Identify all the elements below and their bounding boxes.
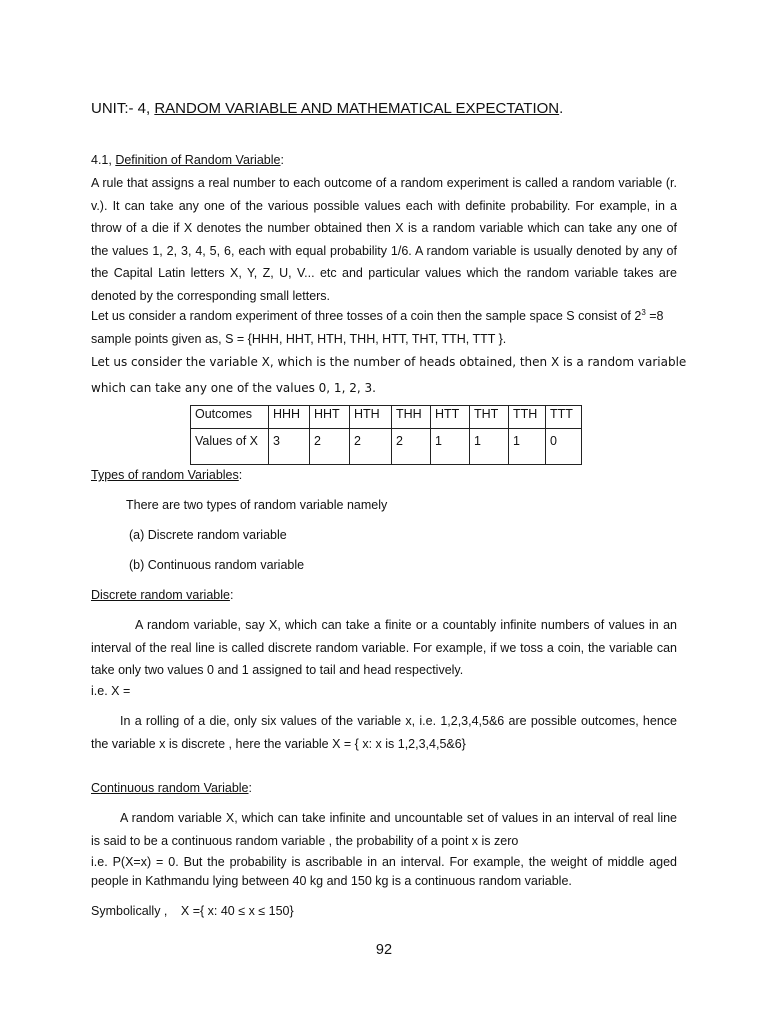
table-cell: HHT	[310, 406, 350, 429]
symbolic-expression: X ={ x: 40 ≤ x ≤ 150}	[180, 904, 294, 918]
definition-paragraph: A rule that assigns a real number to each outcome of a random experiment is called a random variable (r. v.). It can take any one of the various possible values each with definite probability. For example, in a throw of a die if X denotes the number obtained then X is a random variable which can take any one of the values 1, 2, 3, 4, 5, 6, each with equal probability 1/6. A random variable is usually denoted by any of the Capital Latin letters X, Y, Z, U, V... etc and particular values which the random variable takes are denoted by the corresponding small letters.	[91, 176, 677, 303]
table-cell: HHH	[269, 406, 310, 429]
table-cell: 2	[350, 429, 392, 465]
section-title: Definition of Random Variable	[115, 153, 281, 167]
table-cell: 2	[310, 429, 350, 465]
table-cell: HTT	[431, 406, 470, 429]
table-cell: 1	[470, 429, 509, 465]
types-heading	[91, 466, 677, 484]
types-intro: There are two types of random variable namely	[126, 498, 388, 512]
coin-line-text: Let us consider a random experiment of three tosses of a coin then the sample space S consist of 2	[91, 309, 642, 323]
table-cell: 0	[546, 429, 582, 465]
title-suffix: .	[559, 100, 564, 117]
table-cell: HTH	[350, 406, 392, 429]
outcomes-table	[190, 405, 582, 465]
continuous-paragraph: A random variable X, which can take infinite and uncountable set of values in an interval of real line is said to be a continuous random variable , the probability of a point x is zero	[91, 811, 677, 848]
title-prefix: UNIT:- 4,	[91, 100, 155, 117]
table-cell: THH	[392, 406, 431, 429]
coin-line-end: =8	[645, 309, 664, 323]
table-cell: TTH	[509, 406, 546, 429]
page-number: 92	[375, 942, 393, 958]
coin-exponent: 3	[641, 308, 646, 317]
type-item-b: (b) Continuous random variable	[129, 558, 305, 572]
die-paragraph: In a rolling of a die, only six values of the variable x, i.e. 1,2,3,4,5&6 are possible outcomes, hence the variable x is discrete , here the variable X = { x: x is 1,2,3,4,5&6}	[91, 714, 677, 751]
heads-line-2: which can take any one of the values 0, 1, 2, 3.	[91, 381, 376, 395]
table-cell: 1	[509, 429, 546, 465]
discrete-paragraph: A random variable, say X, which can take a finite or a countably infinite numbers of values in an interval of the real line is called discrete random variable. For example, if we toss a coin, the variable can take only two values 0 and 1 assigned to tail and head respectively.	[91, 618, 677, 678]
table-cell: 3	[269, 429, 310, 465]
continuous-heading-text: Continuous random Variable	[91, 781, 249, 795]
coin-experiment-line	[91, 305, 677, 328]
symbolic-label: Symbolically ,	[91, 904, 168, 918]
continuous-ie-paragraph: i.e. P(X=x) = 0. But the probability is ascribable in an interval. For example, the weight of middle aged people in Kathmandu lying between 40 kg and 150 kg is a continuous random variable.	[91, 855, 677, 888]
discrete-colon: :	[229, 588, 234, 602]
continuous-colon: :	[248, 781, 252, 795]
heads-line-1: Let us consider the variable X, which is the number of heads obtained, then X is a random variable	[91, 355, 687, 369]
types-colon: :	[238, 468, 243, 482]
types-heading-text: Types of random Variables	[91, 468, 239, 482]
table-cell: Outcomes	[191, 406, 269, 429]
symbolic-line	[91, 900, 677, 923]
type-item-a: (a) Discrete random variable	[129, 528, 287, 542]
discrete-ie-line: i.e. X =	[91, 684, 131, 698]
page-title	[91, 99, 691, 119]
table-cell: TTT	[546, 406, 582, 429]
sample-space-line: sample points given as, S = {HHH, HHT, HTH, THH, HTT, THT, TTH, TTT }.	[91, 332, 507, 346]
discrete-heading	[91, 586, 677, 604]
table-cell: 1	[431, 429, 470, 465]
discrete-heading-text: Discrete random variable	[91, 588, 230, 602]
section-number: 4.1,	[91, 153, 116, 167]
continuous-heading	[91, 779, 677, 797]
table-cell: Values of X	[191, 429, 269, 465]
table-row	[191, 429, 582, 465]
section-colon: :	[280, 153, 284, 167]
section-heading-4-1	[91, 151, 677, 169]
table-cell: 2	[392, 429, 431, 465]
title-main: RANDOM VARIABLE AND MATHEMATICAL EXPECTATION	[154, 100, 560, 117]
table-header-row	[191, 406, 582, 429]
table-cell: THT	[470, 406, 509, 429]
